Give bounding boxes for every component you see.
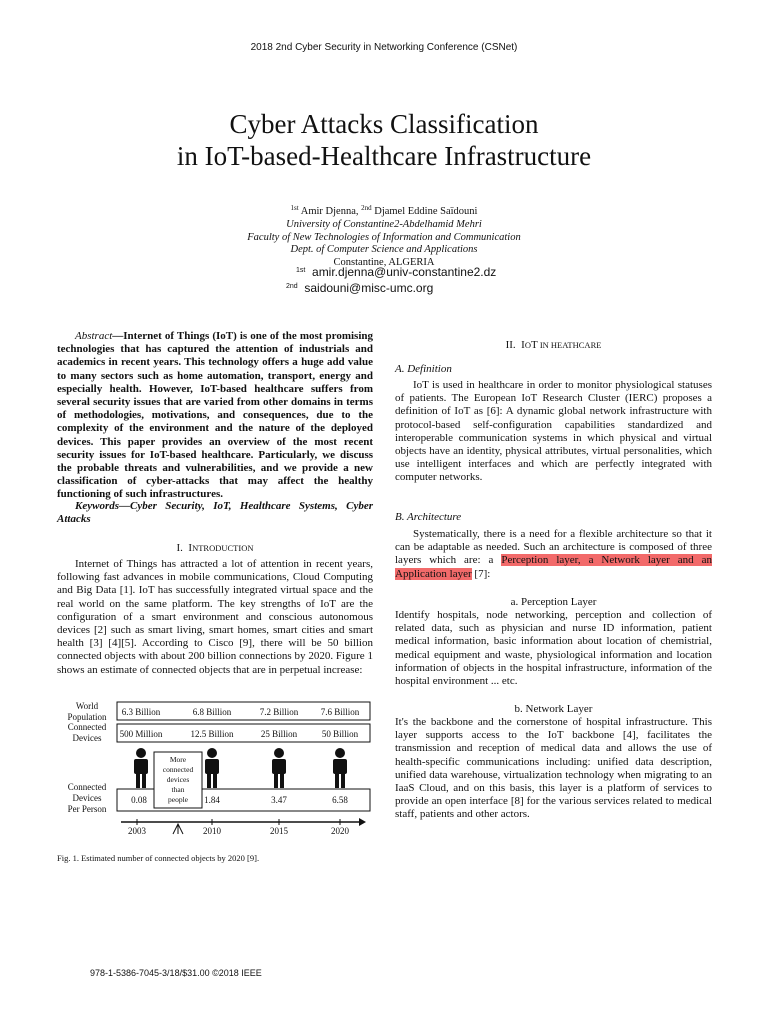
section-number: I. <box>176 542 183 554</box>
title-line-2: in IoT-based-Healthcare Infrastructure <box>176 141 592 171</box>
population-value: 7.6 Billion <box>320 707 360 717</box>
person-icon <box>136 748 146 758</box>
population-value: 6.3 Billion <box>121 707 161 717</box>
section2-letter-o: O <box>524 340 531 350</box>
abstract <box>57 330 373 502</box>
email1-ordinal: 1st <box>296 267 306 274</box>
figure-caption: Fig. 1. Estimated number of connected objects by 2020 [9]. <box>57 853 260 863</box>
person-icon <box>142 773 146 788</box>
email2-ordinal: 2nd <box>286 282 298 290</box>
row-label-devices-per-person: Connected Devices Per Person <box>67 782 107 814</box>
email2-link[interactable]: saidouni@misc-umc.org <box>304 280 434 295</box>
email-2 <box>286 280 496 296</box>
person-icon <box>274 773 278 788</box>
perception-layer-heading: a. Perception Layer <box>510 596 597 608</box>
person-icon <box>205 759 219 774</box>
person-icon <box>280 773 284 788</box>
population-value: 6.8 Billion <box>192 707 232 717</box>
row-label-world-population: World Population <box>67 701 107 722</box>
highlighted-layers: Perception layer, a Network layer and an Application layer <box>395 554 712 580</box>
person-icon <box>272 759 286 774</box>
person-icon <box>207 748 217 758</box>
person-icon <box>274 748 284 758</box>
author1-ordinal: 1st <box>290 204 299 212</box>
abstract-label: Abstract <box>75 330 113 342</box>
definition-text: IoT is used in healthcare in order to monitor physiological statuses of patients. The European IoT Research Cluster (IERC) proposes a definition of IoT as [6]: A dynamic global network infrastructure with protocol-based self-configuration capabilities standardized and interoperable communication systems in which physical and virtual objects have an identity, physical attributes, virtual personalities, which use intelligent interfaces and which are perfectly integrated with computer networks. <box>395 379 712 484</box>
abstract-text: —Internet of Things (IoT) is one of the most promising technologies that has captured the attention of industrials and academics in recent years. This technology offers a huge add value to many sectors such as home automation, transport, energy and especially health. However, IoT-based healthcare suffers from several security issues that are varied from other domains in terms of methodologies, motivations, and consequences, due to the complexity of the environment and the nature of the deployed devices. This paper provides an overview of the most recent security issues for IoT-based healthcare. Particularly, we discuss the probable threats and vulnerabilities, and we provide a new classification of cyber-attacks that may affect the healthy functioning of such infrastructures. <box>57 330 373 501</box>
email-1 <box>286 264 496 280</box>
architecture-text-after: [7]: <box>471 567 491 580</box>
per-person-value: 3.47 <box>271 795 287 805</box>
section-iot-heading <box>395 339 712 351</box>
devices-value: 12.5 Billion <box>190 729 234 739</box>
year-label: 2003 <box>128 826 146 836</box>
network-layer-heading: b. Network Layer <box>514 703 593 715</box>
definition-paragraph <box>395 379 712 485</box>
year-label: 2015 <box>270 826 288 836</box>
conference-header: 2018 2nd Cyber Security in Networking Conference (CSNet) <box>250 42 518 53</box>
author-block <box>0 202 768 270</box>
subsection-architecture-heading: B. Architecture <box>395 511 462 523</box>
devices-value: 50 Billion <box>321 729 359 739</box>
person-icon <box>213 773 217 788</box>
keywords: Keywords—Cyber Security, IoT, Healthcare Systems, Cyber Attacks <box>57 500 373 526</box>
author2-name: Djamel Eddine Saïdouni <box>371 206 478 217</box>
devices-value: 500 Million <box>119 729 163 739</box>
email-block <box>286 264 496 295</box>
author-names <box>0 202 768 219</box>
author2-ordinal: 2nd <box>361 204 372 212</box>
figure-connected-objects <box>57 700 377 840</box>
section2-number: II. <box>505 339 516 351</box>
architecture-text <box>395 528 712 581</box>
affiliation-university: University of Constantine2-Abdelhamid Mehri <box>286 218 482 230</box>
intro-paragraph <box>57 558 373 677</box>
email1-link[interactable]: amir.djenna@univ-constantine2.dz <box>312 265 497 279</box>
subsection-definition-heading: A. Definition <box>395 363 452 375</box>
year-label: 2020 <box>331 826 349 836</box>
network-paragraph <box>395 716 712 822</box>
perception-text: Identify hospitals, node networking, perception and collection of related data, such as physician and nurse ID information, patient medical information, basic information about location of chemistrial, medical equipment and waste, physiological information and location information of objects in the hospital infrastructure, information of the hospital environment ... etc. <box>395 609 712 688</box>
section2-letter-i: I <box>521 339 525 351</box>
caret-up-icon <box>173 824 183 834</box>
row-label-connected-devices: Connected Devices <box>67 722 107 743</box>
person-icon <box>136 773 140 788</box>
person-icon <box>341 773 345 788</box>
network-text: It's the backbone and the cornerstone of hospital infrastructure. This layer supports access to the IoT backbone [4], facilitates the transmission and reception of medical data and allows the use of health-specific communications including: unified data description, unified data warehouse, virtualization technology when migrating to an IaaS Cloud, and on this basis, this layer is a platform of services to provide an open interface [8] for the various services related to medical staff, patients and other actors. <box>395 716 712 821</box>
person-icon <box>335 748 345 758</box>
person-icon <box>335 773 339 788</box>
devices-value: 25 Billion <box>260 729 298 739</box>
affiliation-city: Constantine, ALGERIA <box>333 257 435 269</box>
architecture-text-before: Systematically, there is a need for a flexible architecture so that it can be adaptable as needed. Such an architecture is composed of three layers which are: a <box>395 528 712 567</box>
section-intro-heading <box>57 542 373 554</box>
author1-name: Amir Djenna, <box>298 206 362 217</box>
per-person-value: 1.84 <box>204 795 220 805</box>
person-icon <box>207 773 211 788</box>
callout-text: More connected devices than people <box>162 755 194 804</box>
affiliation-faculty: Faculty of New Technologies of Information and Communication <box>247 231 521 243</box>
section2-rest: IN HEATHCARE <box>537 340 602 350</box>
section-rest: NTRODUCTION <box>192 543 254 553</box>
title-line-1: Cyber Attacks Classification <box>229 109 539 139</box>
person-icon <box>333 759 347 774</box>
year-label: 2010 <box>203 826 221 836</box>
perception-paragraph <box>395 609 712 688</box>
footer-copyright: 978-1-5386-7045-3/18/$31.00 ©2018 IEEE <box>90 968 262 978</box>
intro-text: Internet of Things has attracted a lot of attention in recent years, following fast advances in mobile communications, Cloud Computing and Big Data [1]. IoT has successfully integrated virtual space and the real world on the same platform. The key strengths of IoT are the configuration of a smart environment and conscious autonomous devices [2] such as smart living, smart homes, smart cities and smart health [3] [4][5]. According to Cisco [9], there will be 50 billion connected objects with about 200 billion connections by 2020. Figure 1 shows an estimate of connected objects that are in perpetual increase: <box>57 558 373 676</box>
per-person-value: 6.58 <box>332 795 348 805</box>
section2-letter-t: T <box>530 339 538 351</box>
per-person-value: 0.08 <box>131 795 147 805</box>
section-first-letter: I <box>188 542 193 554</box>
population-value: 7.2 Billion <box>259 707 299 717</box>
timeline-arrow-icon <box>359 818 366 826</box>
architecture-paragraph <box>395 528 712 581</box>
person-icon <box>134 759 148 774</box>
paper-title <box>0 108 768 172</box>
affiliation-dept: Dept. of Computer Science and Applications <box>290 244 478 256</box>
